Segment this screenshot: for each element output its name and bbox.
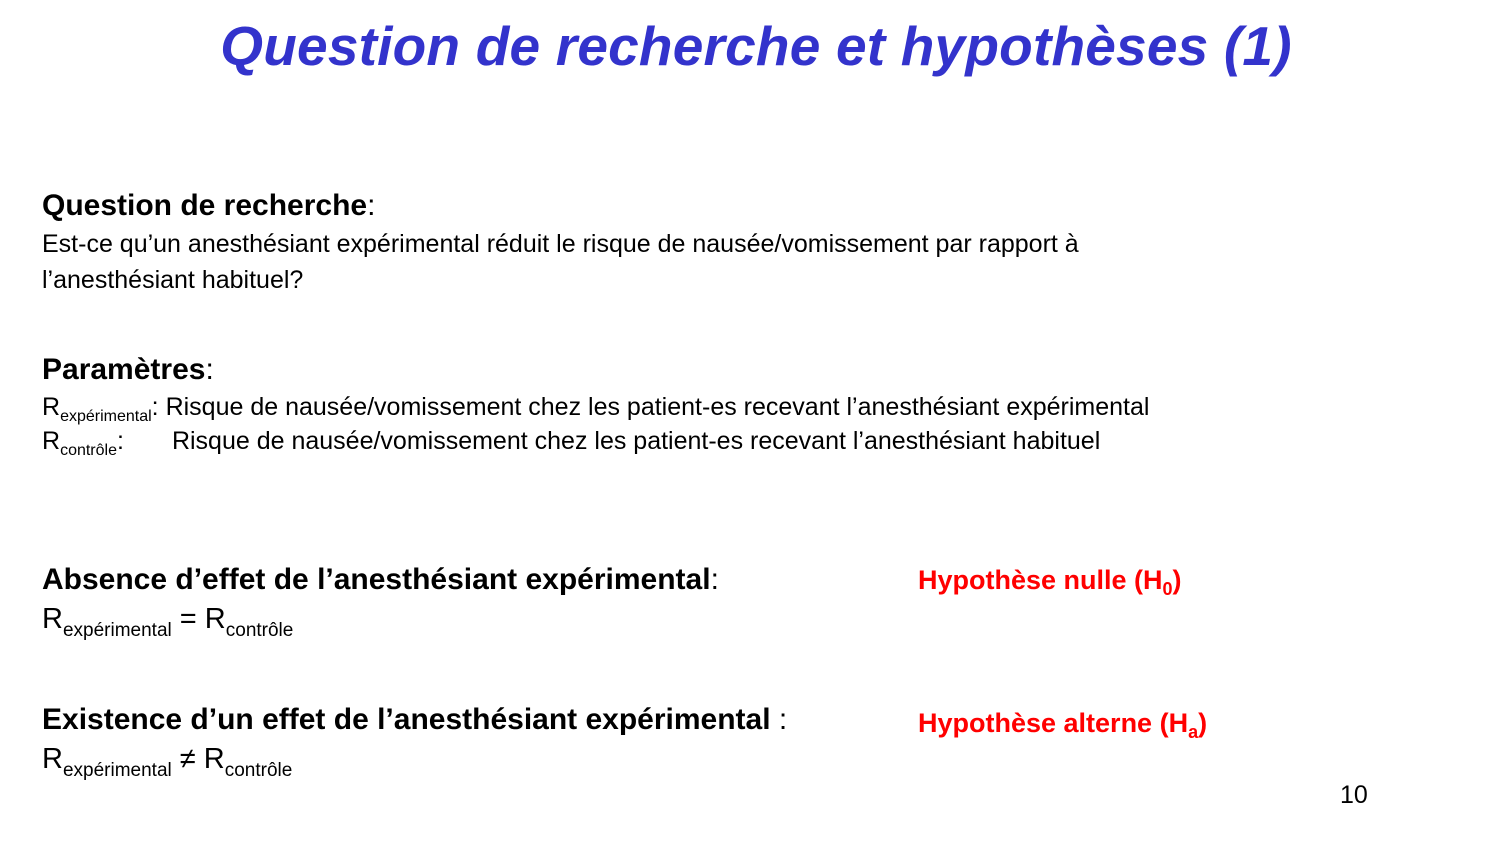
alternative-hypothesis-subscript: a <box>1188 722 1199 742</box>
parameter-symbol: R <box>42 427 61 455</box>
research-question-line-2: l’anesthésiant habituel? <box>42 266 304 294</box>
parameter-description: Risque de nausée/vomissement chez les patient-es recevant l’anesthésiant habituel <box>171 427 1101 455</box>
null-hypothesis-subscript: 0 <box>1162 579 1173 599</box>
heading-colon: : <box>770 703 788 736</box>
heading-colon: : <box>205 353 214 386</box>
parameter-control <box>42 424 1149 458</box>
alternative-hypothesis-equation <box>42 743 293 781</box>
slide-title: Question de recherche et hypothèses (1) <box>220 15 1292 77</box>
equation-lhs-symbol: R <box>42 743 63 775</box>
research-question-text <box>42 226 1079 298</box>
parameters-list <box>42 390 1149 458</box>
parameter-separator: : <box>116 427 124 455</box>
closing-paren: ) <box>1172 565 1182 595</box>
parameter-subscript: expérimental <box>60 408 152 425</box>
equation-rhs-symbol: R <box>203 743 225 775</box>
null-hypothesis-label <box>918 565 1182 599</box>
alternative-hypothesis-heading <box>42 703 787 737</box>
research-question-heading <box>42 189 375 223</box>
not-equal-operator: ≠ <box>179 743 196 775</box>
equals-operator: = <box>179 603 197 635</box>
equation-rhs-subscript: contrôle <box>224 760 293 781</box>
heading-colon: : <box>710 563 719 596</box>
equation-lhs-symbol: R <box>42 603 63 635</box>
research-question-heading-text: Question de recherche <box>42 189 368 222</box>
null-hypothesis-heading-text: Absence d’effet de l’anesthésiant expérimental <box>42 563 711 596</box>
equation-lhs-subscript: expérimental <box>62 620 172 641</box>
parameters-heading-text: Paramètres <box>42 353 206 386</box>
null-hypothesis-heading <box>42 563 719 597</box>
research-question-line-1: Est-ce qu’un anesthésiant expérimental réduit le risque de nausée/vomissement par rapport à <box>42 230 1079 258</box>
equation-lhs-subscript: expérimental <box>62 760 172 781</box>
null-hypothesis-label-text: Hypothèse nulle (H <box>918 565 1163 595</box>
parameter-description: Risque de nausée/vomissement chez les patient-es recevant l’anesthésiant expérimental <box>165 393 1150 421</box>
parameters-heading <box>42 353 214 387</box>
heading-colon: : <box>367 189 376 222</box>
parameter-symbol: R <box>42 393 61 421</box>
equation-rhs-subscript: contrôle <box>225 620 294 641</box>
page-number: 10 <box>1340 781 1368 809</box>
alternative-hypothesis-heading-text: Existence d’un effet de l’anesthésiant expérimental <box>42 703 771 736</box>
equation-rhs-symbol: R <box>204 603 226 635</box>
closing-paren: ) <box>1198 708 1208 738</box>
parameter-separator: : <box>151 393 159 421</box>
alternative-hypothesis-label-text: Hypothèse alterne (H <box>918 708 1189 738</box>
alternative-hypothesis-label <box>918 708 1208 742</box>
parameter-experimental <box>42 390 1149 424</box>
null-hypothesis-equation <box>42 603 294 641</box>
parameter-subscript: contrôle <box>60 442 117 459</box>
